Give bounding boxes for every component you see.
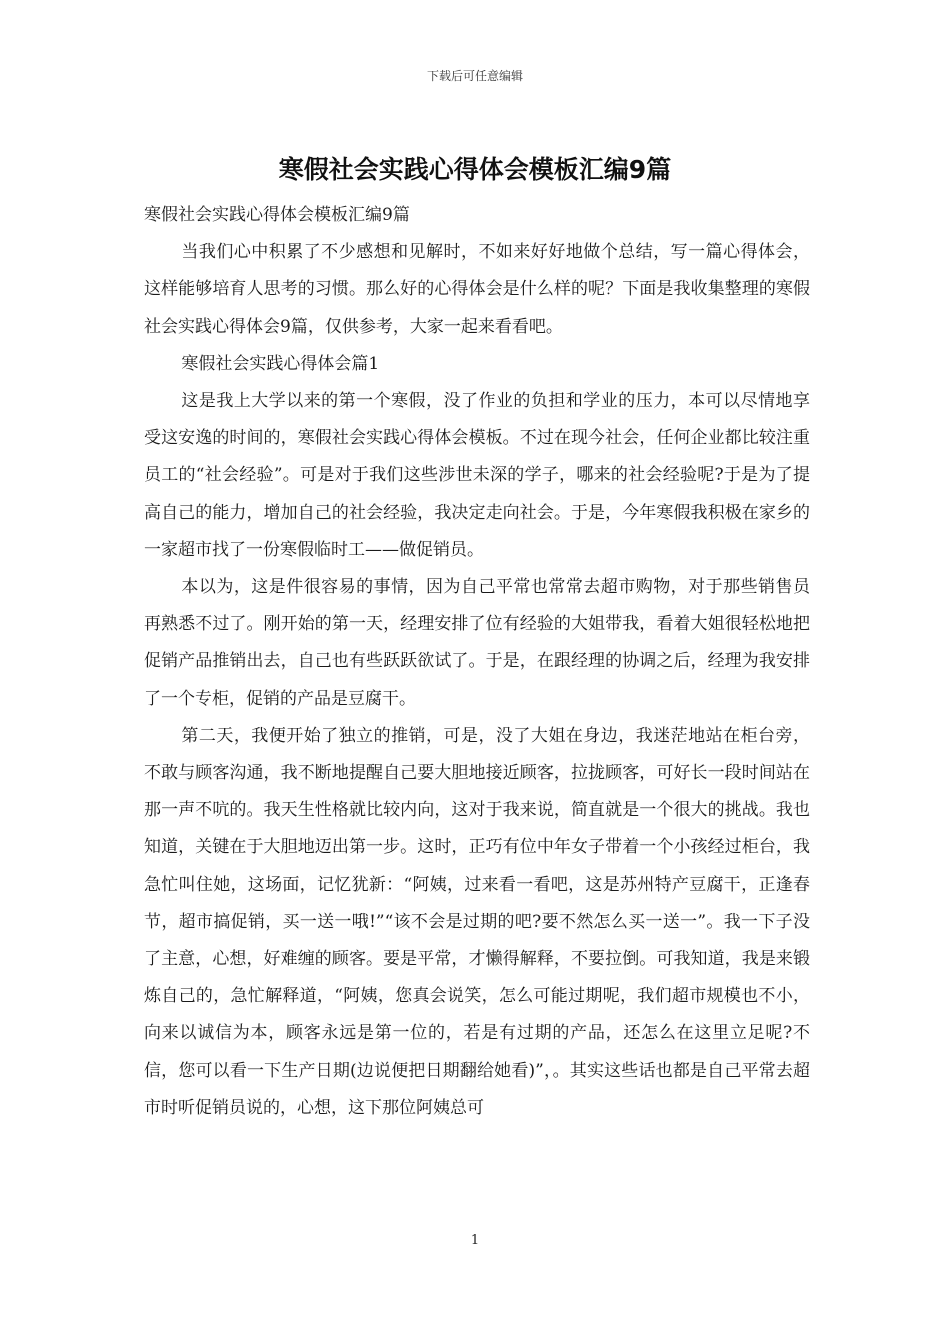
subtitle-paragraph: 寒假社会实践心得体会模板汇编9篇: [144, 205, 410, 225]
intro-paragraph: 当我们心中积累了不少感想和见解时，不如来好好地做个总结，写一篇心得体会，这样能够培育人思考的习惯。那么好的心得体会是什么样的呢？下面是我收集整理的寒假社会实践心得体会9篇，仅供参考，大家一起来看看吧。: [144, 242, 810, 337]
document-title: 寒假社会实践心得体会模板汇编9篇: [278, 155, 672, 184]
header-note: 下载后可任意编辑: [426, 69, 523, 83]
document-body: [144, 197, 810, 1127]
body-paragraph: 本以为，这是件很容易的事情，因为自己平常也常常去超市购物，对于那些销售员再熟悉不过了。刚开始的第一天，经理安排了位有经验的大姐带我，看着大姐很轻松地把促销产品推销出去，自己也有些跃跃欲试了。于是，在跟经理的协调之后，经理为我安排了一个专柜，促销的产品是豆腐干。: [144, 577, 810, 709]
body-paragraph: 第二天，我便开始了独立的推销，可是，没了大姐在身边，我迷茫地站在柜台旁，不敢与顾客沟通，我不断地提醒自己要大胆地接近顾客，拉拢顾客，可好长一段时间站在那一声不吭的。我天生性格就比较内向，这对于我来说，简直就是一个很大的挑战。我也知道，关键在于大胆地迈出第一步。这时，正巧有位中年女子带着一个小孩经过柜台，我急忙叫住她，这场面，记忆犹新：“阿姨，过来看一看吧，这是苏州特产豆腐干，正逢春节，超市搞促销，买一送一哦!”“该不会是过期的吧?要不然怎么买一送一”。我一下子没了主意，心想，好难缠的顾客。要是平常，才懒得解释，不要拉倒。可我知道，我是来锻炼自己的，急忙解释道，“阿姨，您真会说笑，怎么可能过期呢，我们超市规模也不小，向来以诚信为本，顾客永远是第一位的，若是有过期的产品，还怎么在这里立足呢?不信，您可以看一下生产日期(边说便把日期翻给她看)”，。其实这些话也都是自己平常去超市时听促销员说的，心想，这下那位阿姨总可: [144, 725, 810, 1118]
section-heading: 寒假社会实践心得体会篇1: [181, 353, 380, 374]
page-number: 1: [470, 1233, 480, 1248]
body-paragraph: 这是我上大学以来的第一个寒假，没了作业的负担和学业的压力，本可以尽情地享受这安逸的时间的，寒假社会实践心得体会模板。不过在现今社会，任何企业都比较注重员工的“社会经验”。可是对于我们这些涉世未深的学子，哪来的社会经验呢?于是为了提高自己的能力，增加自己的社会经验，我决定走向社会。于是，今年寒假我积极在家乡的一家超市找了一份寒假临时工——做促销员。: [144, 391, 810, 560]
